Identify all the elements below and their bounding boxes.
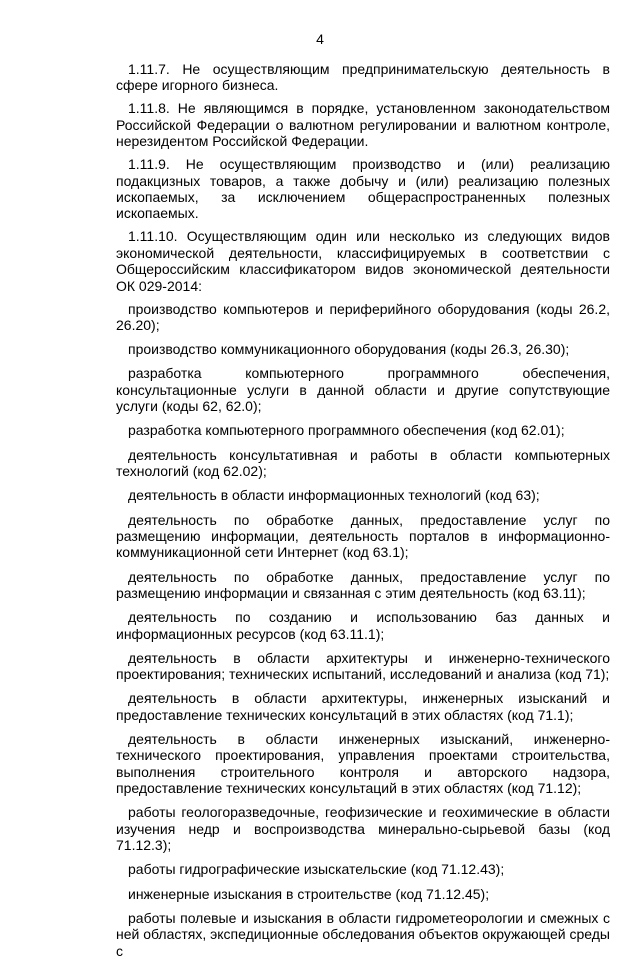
document-body xyxy=(116,61,610,959)
paragraph-1-11-10: 1.11.10. Осуществляющим один или несколько из следующих видов экономической деятельности, классифицируемых в соответствии с Общероссийским классификатором видов экономической деятельности ОК 029-2014: xyxy=(116,228,610,294)
list-item: производство компьютеров и периферийного оборудования (коды 26.2, 26.20); xyxy=(116,300,610,334)
paragraph-1-11-7: 1.11.7. Не осуществляющим предпринимательскую деятельность в сфере игорного бизнеса. xyxy=(116,61,610,94)
list-item: деятельность по созданию и использованию баз данных и информационных ресурсов (код 63.11.1); xyxy=(116,609,610,642)
list-item: деятельность в области информационных технологий (код 63); xyxy=(128,487,540,504)
list-item: разработка компьютерного программного обеспечения (код 62.01); xyxy=(128,422,565,439)
list-item: работы геологоразведочные, геофизические и геохимические в области изучения недр и воспроизводства минерально-сырьевой базы (код 71.12.3); xyxy=(116,804,610,854)
list-item: деятельность в области архитектуры и инженерно-технического проектирования; технических испытаний, исследований и анализа (код 71); xyxy=(116,649,610,683)
list-item: инженерные изыскания в строительстве (код 71.12.45); xyxy=(128,885,490,902)
list-item: производство коммуникационного оборудования (коды 26.3, 26.30); xyxy=(128,341,570,358)
list-item: деятельность в области инженерных изысканий, инженерно-технического проектирования, управления проектами строительства, выполнения строительного контроля и авторского надзора, предоставление технических консультаций в этих областях (код 71.12); xyxy=(116,730,610,797)
list-item: работы полевые и изыскания в области гидрометеорологии и смежных с ней областях, экспедиционные обследования объектов окружающей среды с xyxy=(116,909,610,959)
paragraph-1-11-8: 1.11.8. Не являющимся в порядке, установленном законодательством Российской Федерации о валютном регулировании и валютном контроле, нерезидентом Российской Федерации. xyxy=(116,100,610,150)
list-item: деятельность консультативная и работы в области компьютерных технологий (код 62.02); xyxy=(116,446,610,480)
paragraph-1-11-9: 1.11.9. Не осуществляющим производство и (или) реализацию подакцизных товаров, а также добычу и (или) реализацию полезных ископаемых, за исключением общераспространенных полезных ископаемых. xyxy=(116,156,610,222)
page-number: 4 xyxy=(316,31,324,47)
list-item: деятельность в области архитектуры, инженерных изысканий и предоставление технических консультаций в этих областях (код 71.1); xyxy=(116,690,610,723)
list-item: разработка компьютерного программного обеспечения, консультационные услуги в данной области и другие сопутствующие услуги (коды 62, 62.0); xyxy=(116,365,610,415)
list-item: работы гидрографические изыскательские (код 71.12.43); xyxy=(128,861,505,878)
list-item: деятельность по обработке данных, предоставление услуг по размещению информации, деятельность порталов в информационно-коммуникационной сети Интернет (код 63.1); xyxy=(116,511,610,561)
list-item: деятельность по обработке данных, предоставление услуг по размещению информации и связанная с этим деятельность (код 63.11); xyxy=(116,568,610,601)
